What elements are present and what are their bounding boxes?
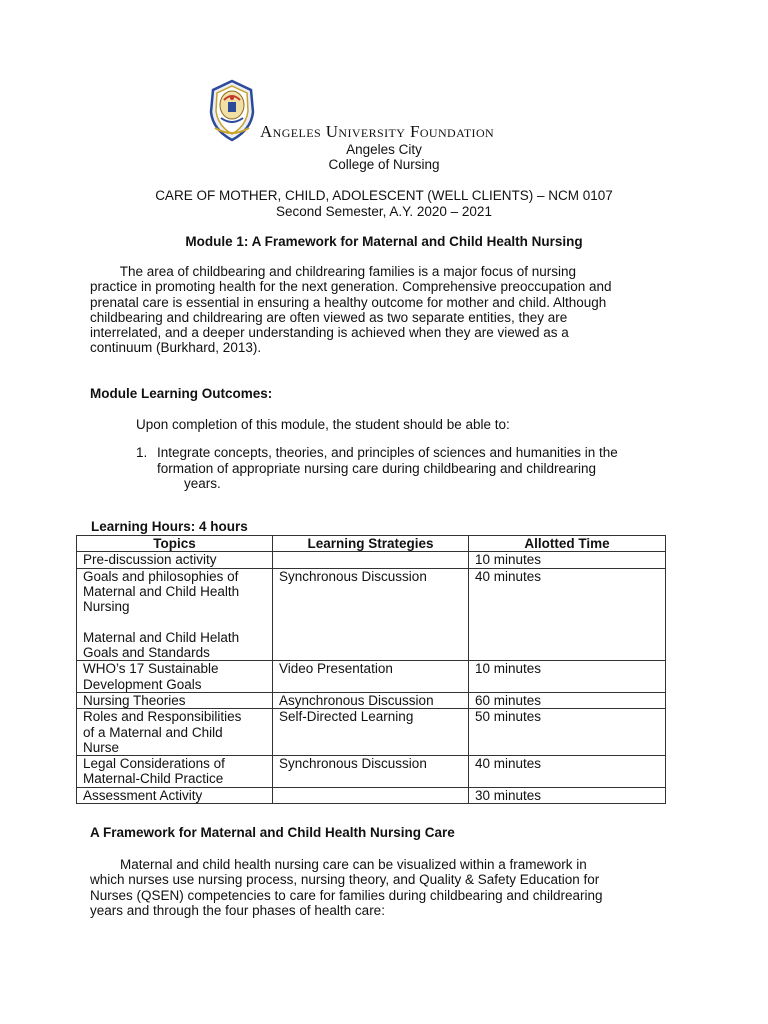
time-cell: 40 minutes: [469, 568, 666, 661]
schedule-table: [76, 535, 666, 804]
college-name: College of Nursing: [328, 157, 440, 172]
topic-line: Assessment Activity: [83, 787, 203, 803]
time-cell: 60 minutes: [469, 692, 666, 708]
topic-line: Nursing Theories: [83, 692, 186, 708]
topic-line: Goals and Standards: [83, 645, 210, 661]
paragraph-line: prenatal care is essential in ensuring a healthy outcome for mother and child. Although: [90, 294, 607, 310]
time-cell: 50 minutes: [469, 709, 666, 756]
time-cell: 10 minutes: [469, 661, 666, 693]
table-row: [77, 661, 666, 693]
topic-line: of a Maternal and Child: [83, 724, 223, 740]
table-header-row: [77, 536, 666, 552]
topic-cell: [77, 552, 273, 568]
paragraph-line: Maternal and child health nursing care can be visualized within a framework in: [90, 857, 587, 872]
topic-spacer: [83, 614, 266, 629]
course-title: CARE OF MOTHER, CHILD, ADOLESCENT (WELL CLIENTS) – NCM 0107: [155, 188, 613, 203]
module-title: Module 1: A Framework for Maternal and Child Health Nursing: [185, 234, 583, 249]
outcome-line: Integrate concepts, theories, and principles of sciences and humanities in the: [157, 445, 618, 460]
topic-line: Pre-discussion activity: [83, 552, 217, 568]
paragraph-line: practice in promoting health for the next generation. Comprehensive preoccupation and: [90, 279, 612, 295]
paragraph-line: childbearing and childrearing are often viewed as two separate entities, they are: [90, 309, 568, 325]
framework-paragraph: [90, 857, 690, 918]
topic-cell: [77, 661, 273, 693]
column-header-strategies: Learning Strategies: [273, 536, 469, 552]
strategy-cell: Asynchronous Discussion: [273, 692, 469, 708]
topic-cell: [77, 756, 273, 788]
topic-line: Goals and philosophies of: [83, 568, 239, 584]
table-row: [77, 552, 666, 568]
university-name: Angeles University Foundation: [260, 122, 495, 141]
paragraph-line: years and through the four phases of health care:: [90, 902, 385, 918]
topic-line: Nursing: [83, 599, 130, 615]
semester-line: Second Semester, A.Y. 2020 – 2021: [276, 204, 492, 219]
paragraph-line: continuum (Burkhard, 2013).: [90, 340, 262, 356]
university-seal-logo: [207, 78, 257, 142]
time-cell: 10 minutes: [469, 552, 666, 568]
strategy-cell: [273, 787, 469, 803]
topic-cell: [77, 709, 273, 756]
outcome-line: years.: [184, 476, 221, 491]
topic-line: Maternal-Child Practice: [83, 771, 224, 787]
topic-cell: [77, 787, 273, 803]
table-row: [77, 787, 666, 803]
time-cell: 30 minutes: [469, 787, 666, 803]
strategy-cell: Synchronous Discussion: [273, 568, 469, 661]
column-header-time: Allotted Time: [469, 536, 666, 552]
topic-cell: [77, 568, 273, 661]
outcome-line: formation of appropriate nursing care during childbearing and childrearing: [157, 460, 597, 476]
strategy-cell: Synchronous Discussion: [273, 756, 469, 788]
topic-line: Maternal and Child Health: [83, 583, 240, 599]
strategy-cell: Self-Directed Learning: [273, 709, 469, 756]
column-header-topics: Topics: [77, 536, 273, 552]
topic-line: Legal Considerations of: [83, 756, 225, 772]
table-row: [77, 692, 666, 708]
learning-hours: Learning Hours: 4 hours: [91, 519, 248, 534]
intro-paragraph: [90, 264, 690, 356]
paragraph-line: which nurses use nursing process, nursing theory, and Quality & Safety Education for: [90, 872, 600, 888]
framework-heading: A Framework for Maternal and Child Health Nursing Care: [90, 825, 455, 840]
topic-line: Roles and Responsibilities: [83, 709, 242, 725]
university-city: Angeles City: [346, 142, 422, 157]
topic-line: Development Goals: [83, 676, 202, 692]
paragraph-line: interrelated, and a deeper understanding is achieved when they are viewed as a: [90, 325, 569, 341]
time-cell: 40 minutes: [469, 756, 666, 788]
paragraph-line: The area of childbearing and childrearing families is a major focus of nursing: [90, 264, 576, 279]
strategy-cell: Video Presentation: [273, 661, 469, 693]
table-row: [77, 756, 666, 788]
topic-line: WHO’s 17 Sustainable: [83, 661, 219, 677]
table-row: [77, 568, 666, 661]
table-row: [77, 709, 666, 756]
outcome-number: 1.: [136, 445, 148, 460]
outcome-item: [157, 445, 618, 492]
topic-line: Nurse: [83, 739, 120, 755]
paragraph-line: Nurses (QSEN) competencies to care for families during childbearing and childrearing: [90, 887, 603, 903]
topic-line: Maternal and Child Helath: [83, 629, 240, 645]
outcomes-heading: Module Learning Outcomes:: [90, 386, 273, 401]
topic-cell: [77, 692, 273, 708]
strategy-cell: [273, 552, 469, 568]
outcomes-intro: Upon completion of this module, the student should be able to:: [136, 417, 510, 432]
